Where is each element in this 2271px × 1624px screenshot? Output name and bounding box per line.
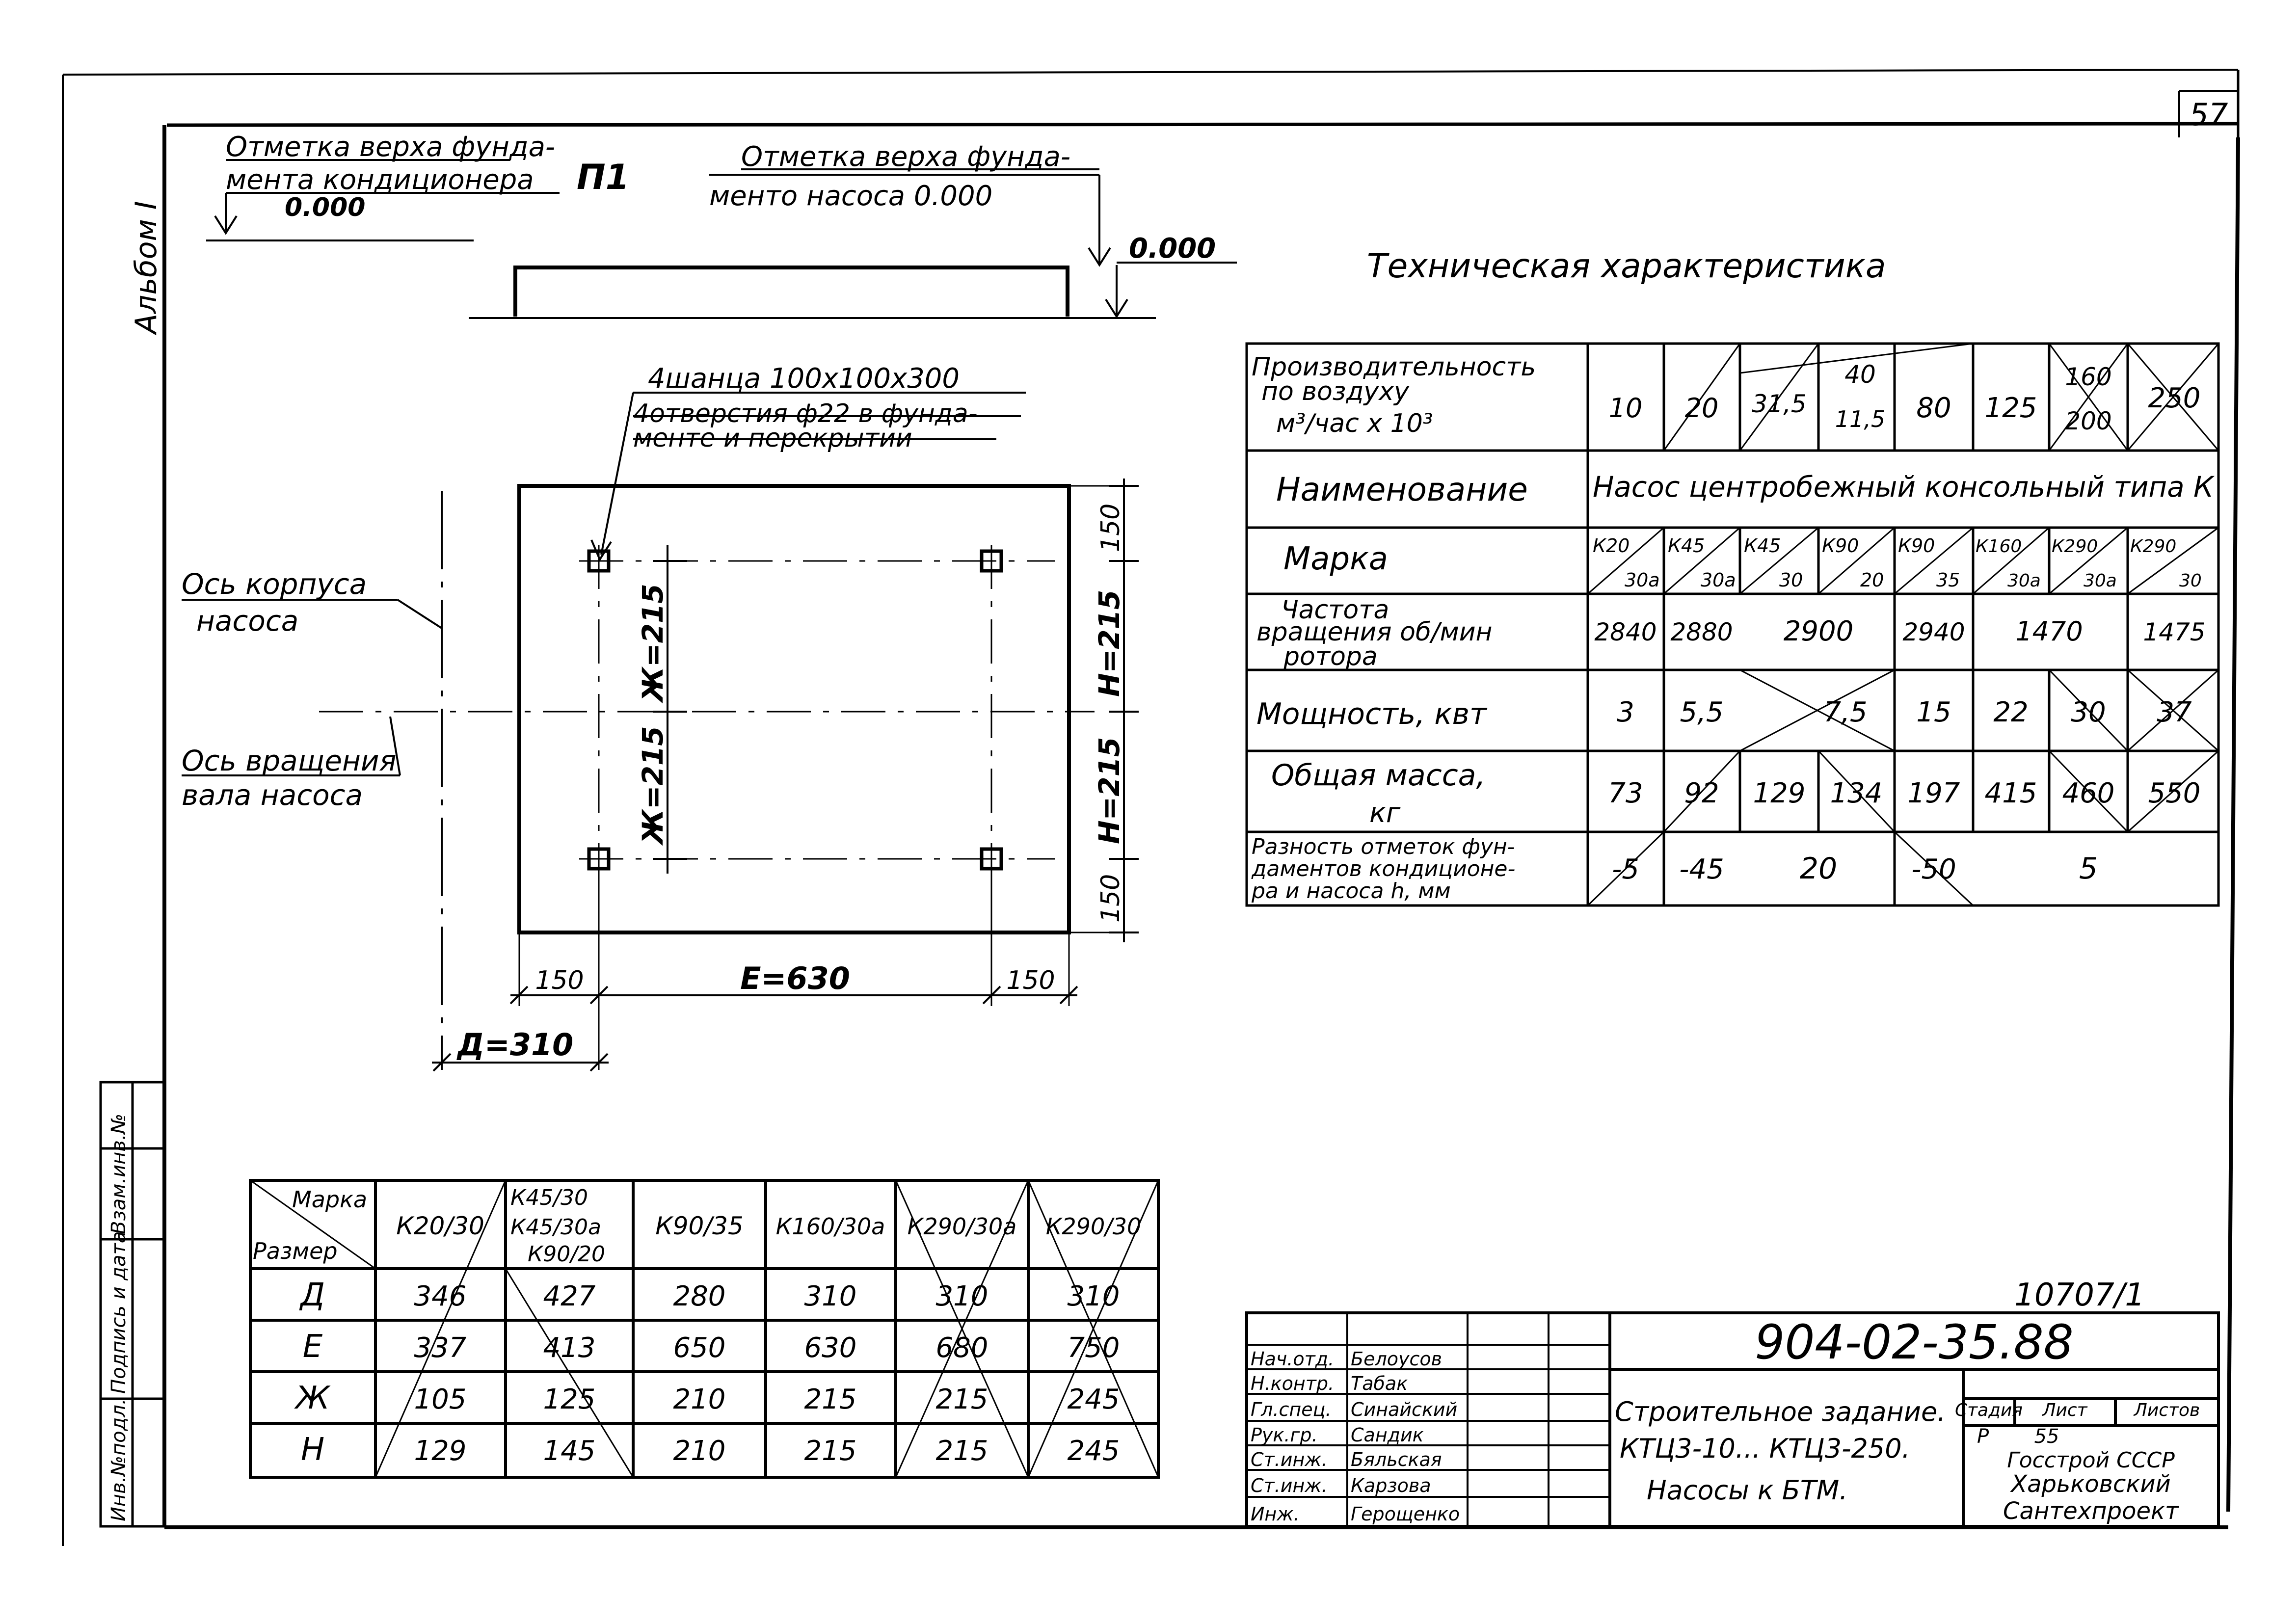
prod-value: 80: [1916, 392, 1951, 424]
staff-name: Белоусов: [1351, 1348, 1443, 1370]
brand-bottom: 30а: [1701, 569, 1736, 591]
size-cell: 215: [935, 1435, 989, 1467]
mass-value: 197: [1907, 777, 1960, 809]
stage-header: Стадия: [1954, 1400, 2023, 1420]
dim-zh-bottom: Ж=215: [636, 726, 669, 844]
size-cell: 650: [673, 1332, 726, 1364]
size-cell: 337: [414, 1332, 467, 1364]
holes-note-line2: менте и перекрытии: [633, 424, 912, 453]
staff-role: Н.контр.: [1251, 1373, 1335, 1394]
staff-role: Гл.спец.: [1251, 1399, 1332, 1420]
speed-value: 1470: [2015, 616, 2083, 647]
productivity-label-3: м³/час х 10³: [1276, 409, 1433, 438]
staff-role: Инж.: [1251, 1503, 1300, 1525]
size-header: К20/30: [396, 1212, 484, 1240]
size-cell: 310: [804, 1280, 857, 1312]
anchors-note: 4шанца 100х100х300: [648, 363, 960, 395]
prod-value: 31,5: [1752, 390, 1807, 418]
org-line2: Харьковский: [2011, 1470, 2171, 1498]
prod-value: 200: [2065, 407, 2112, 435]
brand-bottom: 30: [2179, 571, 2202, 591]
productivity-label-1: Производительность: [1252, 352, 1536, 382]
brand-top: К160: [1976, 536, 2022, 557]
brand-top: К290: [2130, 536, 2177, 557]
power-value: 3: [1617, 696, 1634, 728]
speed-value: 2900: [1783, 615, 1854, 647]
size-table-corner-bottom: Размер: [253, 1238, 338, 1264]
dim-150-right: 150: [1006, 966, 1055, 995]
brand-top: К45: [1668, 535, 1705, 557]
prod-value: 11,5: [1835, 406, 1886, 432]
power-value: 7,5: [1823, 696, 1868, 728]
speed-value: 2840: [1594, 618, 1657, 646]
size-cell: 105: [414, 1384, 467, 1415]
power-value: 5,5: [1680, 696, 1724, 728]
name-label: Наименование: [1276, 471, 1528, 508]
size-cell: 210: [673, 1384, 726, 1415]
brand-bottom: 30а: [2084, 571, 2117, 591]
brand-bottom: 35: [1936, 569, 1960, 591]
speed-value: 2880: [1670, 618, 1733, 646]
rotation-axis-label-2: вала насоса: [182, 778, 363, 812]
document-desc-line3: Насосы к БТМ.: [1647, 1475, 1848, 1506]
side-stamp-inv: Инв.№подл.: [107, 1398, 130, 1521]
size-header: К290/30а: [907, 1213, 1017, 1240]
size-row-label: Н: [300, 1432, 325, 1468]
brand-top: К90: [1822, 535, 1859, 557]
staff-name: Табак: [1351, 1373, 1408, 1394]
name-value: Насос центробежный консольный типа К: [1593, 470, 2215, 504]
prod-value: 160: [2065, 363, 2112, 391]
size-cell: 145: [543, 1435, 596, 1467]
size-cell: 215: [935, 1384, 989, 1415]
speed-label-2: вращения об/мин: [1256, 617, 1493, 647]
size-cell: 346: [414, 1280, 467, 1312]
diff-label-2: даментов кондиционе-: [1252, 856, 1516, 881]
mass-value: 460: [2062, 777, 2115, 809]
diff-value: 5: [2079, 852, 2098, 886]
dim-h-top: Н=215: [1093, 589, 1126, 697]
album-label: Альбом I: [129, 201, 163, 334]
size-cell: 413: [543, 1332, 596, 1364]
prod-value: 125: [1984, 392, 2037, 424]
mass-value: 415: [1984, 777, 2037, 809]
zero-mark-value: 0.000: [1129, 233, 1216, 265]
diff-value: -50: [1911, 853, 1956, 885]
holes-note-line1: 4отверстия ф22 в фунда-: [633, 399, 978, 428]
staff-name: Карзова: [1351, 1475, 1431, 1496]
size-cell: 750: [1067, 1332, 1120, 1364]
brand-top: К20: [1593, 535, 1630, 557]
staff-name: Бяльская: [1351, 1449, 1442, 1470]
mass-value: 73: [1608, 777, 1643, 809]
speed-label-1: Частота: [1281, 595, 1389, 625]
dim-150-top: 150: [1096, 503, 1125, 552]
staff-role: Рук.гр.: [1251, 1424, 1318, 1446]
title-block: [1247, 1313, 2218, 1526]
brand-bottom: 30а: [2007, 571, 2041, 591]
inventory-number: 10707/1: [2014, 1277, 2145, 1313]
housing-axis-label-2: насоса: [196, 604, 299, 638]
size-table-corner-top: Марка: [292, 1186, 368, 1213]
size-cell: 210: [673, 1435, 726, 1467]
mass-label-1: Общая масса,: [1271, 758, 1486, 793]
mass-value: 134: [1830, 777, 1883, 809]
document-desc-line2: КТЦ3-10... КТЦ3-250.: [1620, 1433, 1910, 1464]
power-value: 22: [1993, 696, 2029, 728]
side-stamp: [101, 1082, 164, 1526]
dim-zh-top: Ж=215: [636, 584, 669, 702]
size-cell: 280: [673, 1280, 726, 1312]
brand-top: К45: [1744, 535, 1781, 557]
brand-label: Марка: [1283, 541, 1388, 577]
size-header: К90/20: [528, 1242, 606, 1267]
size-cell: 680: [935, 1332, 989, 1364]
size-row-label: Ж: [295, 1380, 330, 1416]
brand-top: К290: [2052, 536, 2098, 557]
power-value: 30: [2071, 696, 2106, 728]
size-cell: 125: [543, 1384, 596, 1415]
rotation-axis-label-1: Ось вращения: [182, 744, 397, 777]
size-cell: 215: [804, 1435, 857, 1467]
size-header: К45/30а: [510, 1215, 602, 1240]
dim-150-left: 150: [535, 966, 584, 995]
size-table: [250, 1180, 1158, 1477]
size-cell: 245: [1067, 1384, 1120, 1415]
sheet-header: Лист: [2042, 1400, 2087, 1420]
sheets-header: Листов: [2134, 1400, 2200, 1420]
size-header: К160/30а: [775, 1213, 885, 1240]
mass-value: 92: [1684, 777, 1719, 809]
size-cell: 427: [543, 1280, 596, 1312]
document-number: 904-02-35.88: [1755, 1315, 2074, 1370]
speed-value: 2940: [1902, 618, 1965, 646]
size-cell: 245: [1067, 1435, 1120, 1467]
power-value: 15: [1916, 696, 1951, 728]
conditioner-mark-tag: П1: [577, 157, 630, 197]
size-cell: 215: [804, 1384, 857, 1415]
sheet-number: 55: [2034, 1425, 2059, 1448]
power-value: 37: [2157, 696, 2192, 728]
prod-value: 40: [1844, 360, 1876, 389]
prod-value: 250: [2148, 382, 2201, 414]
org-line3: Сантехпроект: [2003, 1497, 2179, 1525]
document-desc-line1: Строительное задание.: [1615, 1396, 1946, 1427]
foundation-plan: [182, 363, 1139, 1071]
org-line1: Госстрой СССР: [2007, 1448, 2175, 1473]
mass-label-2: кг: [1369, 797, 1401, 829]
pump-mark-line1: Отметка верха фунда-: [741, 141, 1071, 173]
pump-mark-line2: менто насоса 0.000: [709, 180, 993, 212]
conditioner-mark-line1: Отметка верха фунда-: [226, 131, 556, 163]
speed-value: 1475: [2143, 618, 2206, 646]
dim-d: Д=310: [457, 1027, 574, 1063]
tech-table-title: Техническая характеристика: [1367, 247, 1886, 286]
dim-150-bottom: 150: [1096, 874, 1125, 923]
diff-value: 20: [1799, 852, 1838, 886]
diff-label-1: Разность отметок фун-: [1252, 834, 1515, 859]
size-row-label: Е: [302, 1329, 323, 1365]
size-header: К45/30: [510, 1185, 588, 1210]
mass-value: 129: [1753, 777, 1806, 809]
dim-h-bottom: Н=215: [1093, 737, 1126, 844]
staff-name: Сандик: [1351, 1424, 1424, 1446]
power-label: Мощность, квт: [1256, 697, 1487, 731]
size-header: К90/35: [655, 1212, 744, 1240]
brand-top: К90: [1898, 535, 1935, 557]
prod-value: 20: [1684, 393, 1719, 424]
size-cell: 310: [1067, 1280, 1120, 1312]
brand-bottom: 20: [1860, 569, 1884, 591]
size-cell: 630: [804, 1332, 857, 1364]
prod-value: 10: [1608, 393, 1643, 424]
brand-bottom: 30а: [1625, 569, 1660, 591]
side-stamp-sign: Подпись и дата: [107, 1231, 130, 1394]
conditioner-mark-line2: мента кондиционера: [226, 164, 534, 196]
productivity-label-2: по воздуху: [1261, 377, 1409, 406]
diff-label-3: ра и насоса h, мм: [1252, 879, 1451, 904]
diff-value: -5: [1612, 853, 1639, 885]
staff-role: Ст.инж.: [1251, 1475, 1328, 1496]
stage-value-visible: Р: [1977, 1425, 1989, 1448]
dim-e: Е=630: [740, 960, 850, 996]
elevation-marks: [206, 131, 1237, 318]
staff-name: Герощенко: [1351, 1503, 1460, 1525]
staff-role: Ст.инж.: [1251, 1449, 1328, 1470]
size-cell: 129: [414, 1435, 467, 1467]
page-number: 57: [2189, 97, 2228, 133]
staff-name: Синайский: [1351, 1399, 1458, 1420]
staff-role: Нач.отд.: [1251, 1348, 1335, 1370]
size-cell: 310: [935, 1280, 989, 1312]
size-header: К290/30: [1045, 1213, 1142, 1240]
diff-value: -45: [1679, 853, 1724, 885]
brand-bottom: 30: [1779, 569, 1803, 591]
side-stamp-replace: Взам.инв.№: [107, 1113, 130, 1234]
mass-value: 550: [2148, 777, 2201, 809]
size-row-label: Д: [300, 1277, 325, 1313]
conditioner-mark-value: 0.000: [285, 193, 366, 222]
speed-label-3: ротора: [1283, 642, 1378, 671]
tech-spec-table: [1247, 247, 2218, 905]
housing-axis-label-1: Ось корпуса: [182, 567, 367, 601]
